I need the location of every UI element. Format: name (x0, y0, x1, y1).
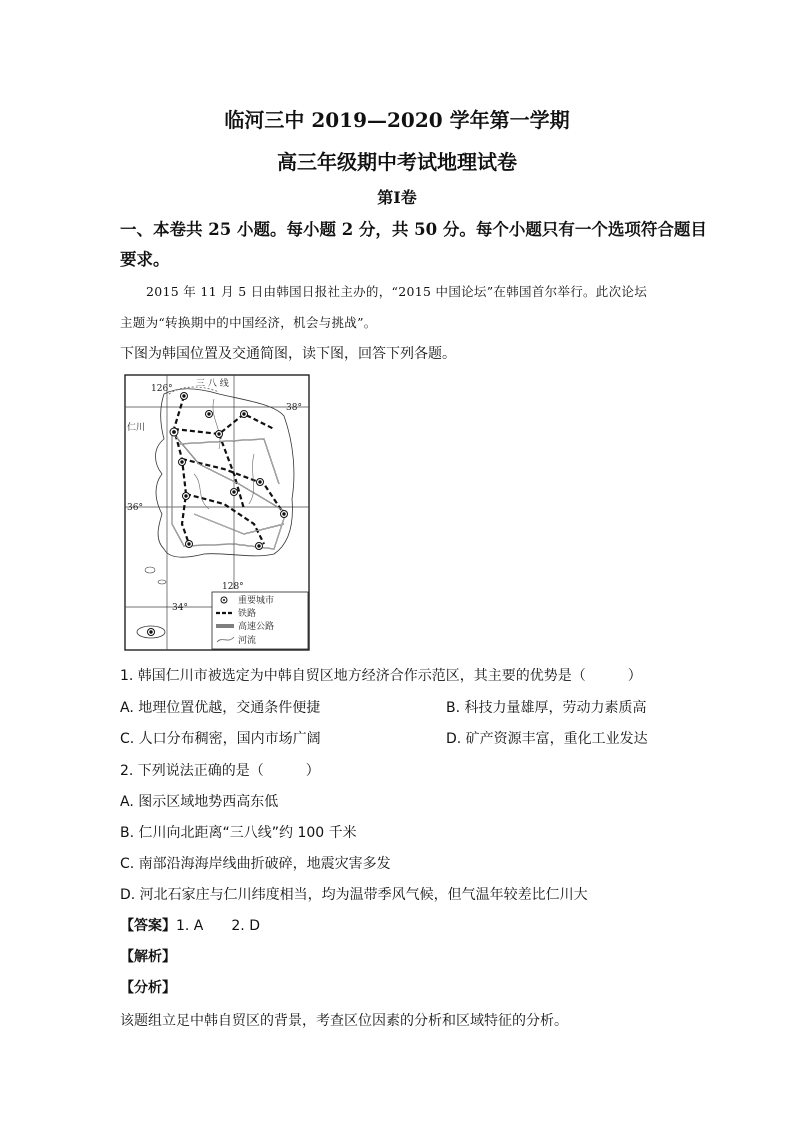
analysis-text: 该题组立足中韩自贸区的背景，考查区位因素的分析和区域特征的分析。 (120, 1013, 568, 1029)
question-2-stem: 2. 下列说法正确的是（ ） (120, 763, 320, 779)
answer-line (120, 915, 260, 935)
intro-line1: 2015 年 11 月 5 日由韩国日报社主办的，“2015 中国论坛”在韩国首尔举行。此次论坛 (146, 284, 648, 299)
korea-transport-map (124, 374, 310, 651)
label-renchuan: 仁川 (127, 423, 146, 433)
question-1-stem: 1. 韩国仁川市被选定为中韩自贸区地方经济合作示范区，其主要的优势是（ ） (120, 668, 642, 684)
question-2-option-b[interactable]: B. 仁川向北距离“三八线”约 100 千米 (120, 825, 357, 841)
intro-line2: 主题为“转换期中的中国经济，机会与挑战”。 (120, 315, 377, 330)
map-legend (212, 592, 308, 649)
question-1-option-a[interactable]: A. 地理位置优越，交通条件便捷 (120, 700, 321, 716)
question-2-option-d[interactable]: D. 河北石家庄与仁川纬度相当，均为温带季风气候，但气温年较差比仁川大 (120, 887, 588, 903)
section-heading-line2: 要求。 (120, 250, 170, 269)
label-lon128: 128° (222, 582, 244, 592)
question-2-option-a[interactable]: A. 图示区域地势西高东低 (120, 794, 279, 810)
label-lat34: 34° (172, 603, 188, 613)
question-2-option-c[interactable]: C. 南部沿海海岸线曲折破碎，地震灾害多发 (120, 856, 391, 872)
legend-highway: 高速公路 (238, 622, 275, 632)
section-heading-line1: 一、本卷共 25 小题。每小题 2 分，共 50 分。每个小题只有一个选项符合题目 (120, 220, 707, 239)
exam-title-line1: 临河三中 2019—2020 学年第一学期 (224, 108, 570, 132)
intro-line3: 下图为韩国位置及交通简图，读下图，回答下列各题。 (120, 346, 456, 362)
answer-label: 【答案】 (120, 918, 176, 934)
question-1-option-d[interactable]: D. 矿产资源丰富，重化工业发达 (446, 731, 648, 747)
label-sanbaxian: 三 八 线 (196, 379, 229, 389)
explanation-label: 【解析】 (120, 949, 176, 965)
volume-label: 第Ⅰ卷 (377, 188, 417, 207)
legend-river: 河流 (238, 636, 257, 646)
legend-city: 重要城市 (238, 596, 275, 606)
question-1-option-c[interactable]: C. 人口分布稠密，国内市场广阔 (120, 731, 321, 747)
label-lon126: 126° (151, 384, 173, 394)
question-1-option-b[interactable]: B. 科技力量雄厚，劳动力素质高 (446, 700, 647, 716)
legend-rail: 铁路 (238, 609, 257, 619)
label-lat38: 38° (286, 403, 302, 413)
label-lat36: 36° (127, 503, 143, 513)
answer-value: 1. A 2. D (176, 918, 260, 934)
exam-title-line2: 高三年级期中考试地理试卷 (277, 150, 517, 174)
analysis-label: 【分析】 (120, 980, 176, 996)
